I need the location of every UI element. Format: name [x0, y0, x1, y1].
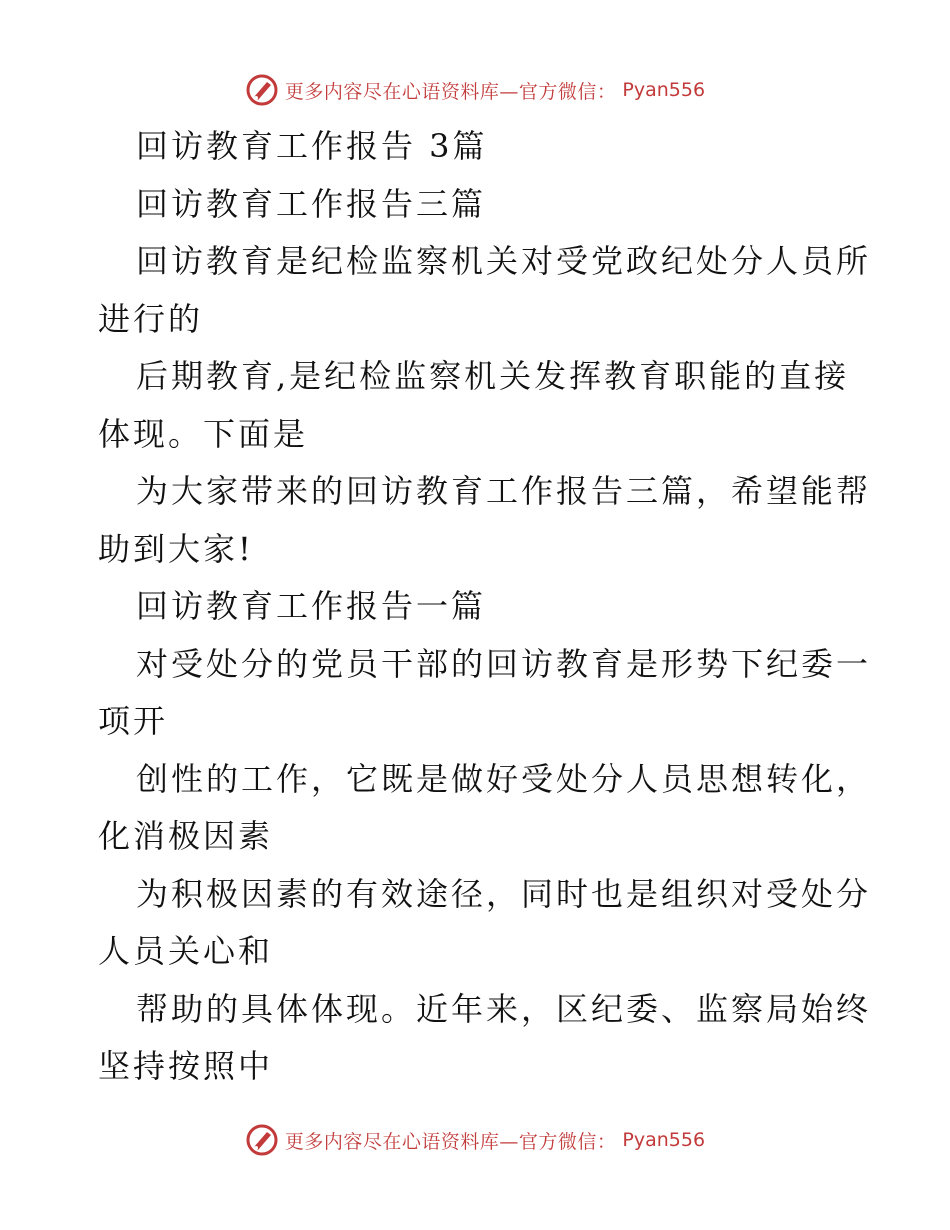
red-circle-pen-logo-icon	[245, 73, 279, 107]
watermark-text: 更多内容尽在心语资料库—官方微信：	[284, 1130, 617, 1153]
text-line: 助到大家!	[98, 529, 254, 568]
text-line: 回访教育是纪检监察机关对受党政纪处分人员所	[136, 242, 872, 280]
doc-title: 回访教育工作报告 3篇	[136, 127, 488, 165]
text-line: 对受处分的党员干部的回访教育是形势下纪委一	[136, 644, 872, 683]
doc-subtitle: 回访教育工作报告三篇	[136, 184, 487, 223]
document-body	[98, 118, 872, 1096]
text-line: 人员关心和	[98, 932, 274, 970]
text-line: 帮助的具体体现。近年来，区纪委、监察局始终	[136, 989, 872, 1028]
text-line: 项开	[98, 702, 169, 740]
watermark-text: 更多内容尽在心语资料库—官方微信：	[284, 80, 617, 103]
text-line: 化消极因素	[98, 817, 274, 855]
text-line: 为积极因素的有效途径，同时也是组织对受处分	[136, 874, 872, 913]
text-line: 创性的工作，它既是做好受处分人员思想转化，	[136, 759, 872, 798]
text-line: 体现。下面是	[98, 414, 309, 453]
text-line: 为大家带来的回访教育工作报告三篇，希望能帮	[136, 472, 872, 510]
watermark-footer	[0, 1120, 950, 1160]
text-line: 进行的	[98, 299, 204, 338]
watermark-id: Pyan556	[622, 1129, 706, 1151]
watermark-header	[0, 70, 950, 110]
text-line: 坚持按照中	[98, 1047, 274, 1085]
watermark-id: Pyan556	[622, 79, 706, 101]
section-heading: 回访教育工作报告一篇	[136, 587, 487, 625]
text-line: 后期教育,是纪检监察机关发挥教育职能的直接	[136, 357, 850, 395]
red-circle-pen-logo-icon	[245, 1123, 279, 1157]
